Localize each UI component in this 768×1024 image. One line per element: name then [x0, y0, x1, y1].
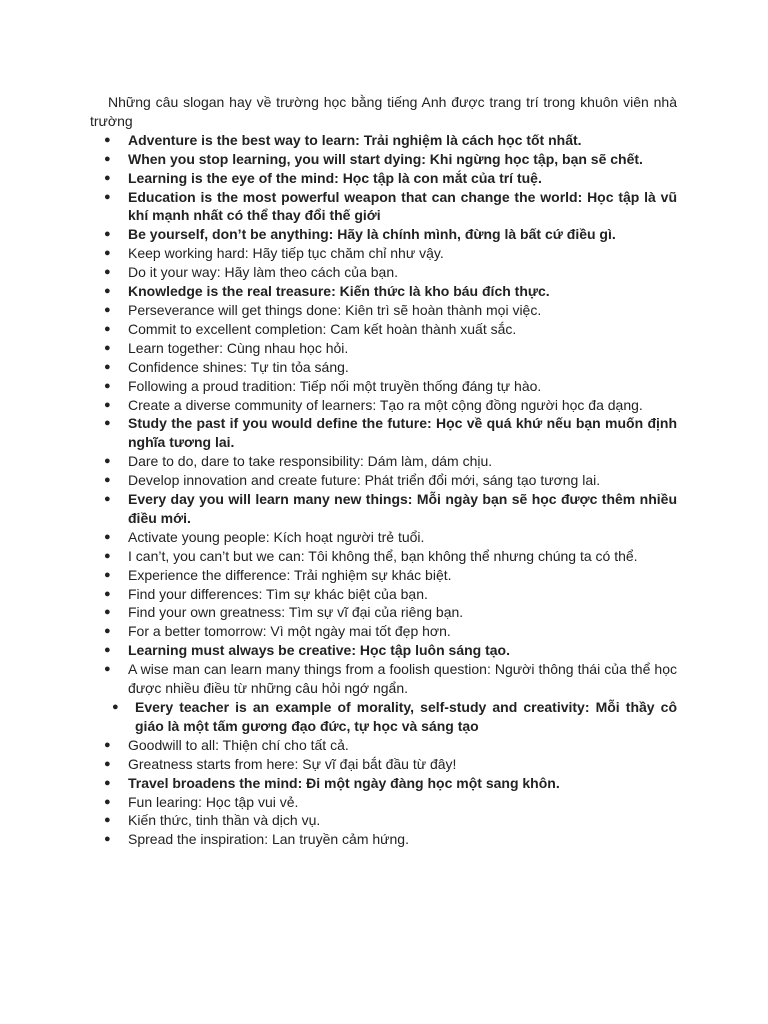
bullet-icon: ● — [104, 247, 111, 260]
list-item-text: Activate young people: Kích hoạt người trẻ tuổi. — [128, 528, 425, 545]
bullet-icon: ● — [104, 606, 111, 619]
bullet-icon: ● — [104, 549, 111, 562]
bullet-icon: ● — [104, 152, 111, 165]
list-item-text: A wise man can learn many things from a foolish question: Người thông thái của thể học được nhiều điều từ những câu hỏi ngớ ngẩn. — [128, 661, 677, 697]
list-item — [90, 471, 677, 490]
list-item — [90, 547, 677, 566]
bullet-icon: ● — [104, 322, 111, 335]
list-item-text: Kiến thức, tinh thần và dịch vụ. — [128, 812, 321, 829]
bullet-icon: ● — [104, 360, 111, 373]
bullet-icon: ● — [104, 814, 111, 827]
bullet-icon: ● — [104, 266, 111, 279]
document-intro: Những câu slogan hay về trường học bằng tiếng Anh được trang trí trong khuôn viên nhà trường — [90, 94, 677, 129]
bullet-icon: ● — [104, 530, 111, 543]
list-item-text: Learn together: Cùng nhau học hỏi. — [128, 339, 349, 356]
list-item — [90, 263, 677, 282]
list-item — [90, 793, 677, 812]
list-item-text: Create a diverse community of learners: Tạo ra một cộng đồng người học đa dạng. — [128, 396, 643, 413]
list-item-text: Goodwill to all: Thiện chí cho tất cả. — [128, 736, 349, 753]
list-item-text: Find your differences: Tìm sự khác biệt của bạn. — [128, 585, 428, 602]
list-item-text: Learning must always be creative: Học tập luôn sáng tạo. — [128, 642, 510, 659]
list-item-text: Dare to do, dare to take responsibility: Dám làm, dám chịu. — [128, 453, 493, 470]
bullet-icon: ● — [104, 663, 111, 676]
list-item — [90, 320, 677, 339]
bullet-icon: ● — [104, 738, 111, 751]
list-item-text: Every teacher is an example of morality, self-study and creativity: Mỗi thầy cô giáo là một tấm gương đạo đức, tự học và sáng tạo — [135, 699, 677, 734]
list-item — [90, 585, 677, 604]
list-item-text: Find your own greatness: Tìm sự vĩ đại của riêng bạn. — [128, 604, 464, 621]
list-item — [90, 528, 677, 547]
list-item-text: Study the past if you would define the future: Học về quá khứ nếu bạn muốn định nghĩa tương lai. — [128, 415, 677, 451]
bullet-icon: ● — [104, 833, 111, 846]
list-item-text: Every day you will learn many new things: Mỗi ngày bạn sẽ học được thêm nhiều điều mới. — [128, 491, 677, 526]
bullet-icon: ● — [104, 285, 111, 298]
list-item — [90, 774, 677, 793]
list-item — [90, 641, 677, 660]
bullet-icon: ● — [104, 474, 111, 487]
bullet-icon: ● — [104, 757, 111, 770]
list-item-text: Greatness starts from here: Sự vĩ đại bắt đầu từ đây! — [128, 755, 457, 772]
list-item — [90, 452, 677, 471]
list-item-text: Education is the most powerful weapon that can change the world: Học tập là vũ khí mạnh nhất có thể thay đổi thế giới — [128, 188, 677, 224]
list-item — [90, 339, 677, 358]
list-item — [90, 755, 677, 774]
list-item — [90, 736, 677, 755]
bullet-icon: ● — [104, 455, 111, 468]
list-item — [90, 566, 677, 585]
list-item — [90, 660, 677, 698]
list-item-text: Following a proud tradition: Tiếp nối một truyền thống đáng tự hào. — [128, 377, 542, 394]
bullet-icon: ● — [104, 341, 111, 354]
list-item — [90, 377, 677, 396]
list-item — [90, 490, 677, 528]
list-item-text: Adventure is the best way to learn: Trải nghiệm là cách học tốt nhất. — [128, 131, 582, 148]
list-item-text: Spread the inspiration: Lan truyền cảm hứng. — [128, 831, 409, 848]
list-item-text: Experience the difference: Trải nghiệm sự khác biệt. — [128, 566, 452, 583]
list-item-text: Fun learing: Học tập vui vẻ. — [128, 793, 299, 810]
list-item — [90, 169, 677, 188]
list-item-text: Knowledge is the real treasure: Kiến thức là kho báu đích thực. — [128, 283, 550, 300]
bullet-icon: ● — [104, 493, 111, 506]
bullet-icon: ● — [104, 625, 111, 638]
list-item-text: Develop innovation and create future: Phát triển đổi mới, sáng tạo tương lai. — [128, 472, 601, 489]
bullet-icon: ● — [104, 190, 111, 203]
list-item-text: For a better tomorrow: Vì một ngày mai tốt đẹp hơn. — [128, 623, 451, 640]
list-item — [90, 698, 677, 736]
bullet-icon: ● — [104, 776, 111, 789]
bullet-icon: ● — [104, 417, 111, 430]
bullet-icon: ● — [104, 568, 111, 581]
list-item — [90, 603, 677, 622]
bullet-icon: ● — [104, 303, 111, 316]
bullet-icon: ● — [112, 701, 119, 713]
list-item-text: When you stop learning, you will start dying: Khi ngừng học tập, bạn sẽ chết. — [128, 150, 643, 167]
list-item — [90, 301, 677, 320]
list-item — [90, 396, 677, 415]
list-item-text: Travel broadens the mind: Đi một ngày đàng học một sang khôn. — [128, 774, 560, 791]
list-item-text: Confidence shines: Tự tin tỏa sáng. — [128, 358, 349, 375]
bullet-icon: ● — [104, 398, 111, 411]
bullet-icon: ● — [104, 171, 111, 184]
list-item — [90, 811, 677, 830]
list-item — [90, 244, 677, 263]
list-item — [90, 622, 677, 641]
document-page — [90, 93, 677, 849]
slogan-list — [90, 131, 677, 849]
bullet-icon: ● — [104, 228, 111, 241]
bullet-icon: ● — [104, 795, 111, 808]
list-item-text: Commit to excellent completion: Cam kết hoàn thành xuất sắc. — [128, 320, 517, 337]
list-item-text: Perseverance will get things done: Kiên trì sẽ hoàn thành mọi việc. — [128, 301, 542, 318]
list-item — [90, 131, 677, 150]
list-item — [90, 225, 677, 244]
list-item-text: Learning is the eye of the mind: Học tập là con mắt của trí tuệ. — [128, 169, 542, 186]
bullet-icon: ● — [104, 133, 111, 146]
list-item — [90, 414, 677, 452]
bullet-icon: ● — [104, 587, 111, 600]
list-item-text: Do it your way: Hãy làm theo cách của bạn. — [128, 264, 399, 281]
list-item-text: I can’t, you can’t but we can: Tôi không thể, bạn không thể nhưng chúng ta có thể. — [128, 547, 638, 564]
list-item — [90, 830, 677, 849]
bullet-icon: ● — [104, 379, 111, 392]
bullet-icon: ● — [104, 644, 111, 657]
list-item-text: Be yourself, don’t be anything: Hãy là chính mình, đừng là bất cứ điều gì. — [128, 226, 616, 243]
list-item — [90, 150, 677, 169]
list-item — [90, 282, 677, 301]
list-item-text: Keep working hard: Hãy tiếp tục chăm chỉ như vậy. — [128, 245, 444, 262]
list-item — [90, 188, 677, 226]
list-item — [90, 358, 677, 377]
